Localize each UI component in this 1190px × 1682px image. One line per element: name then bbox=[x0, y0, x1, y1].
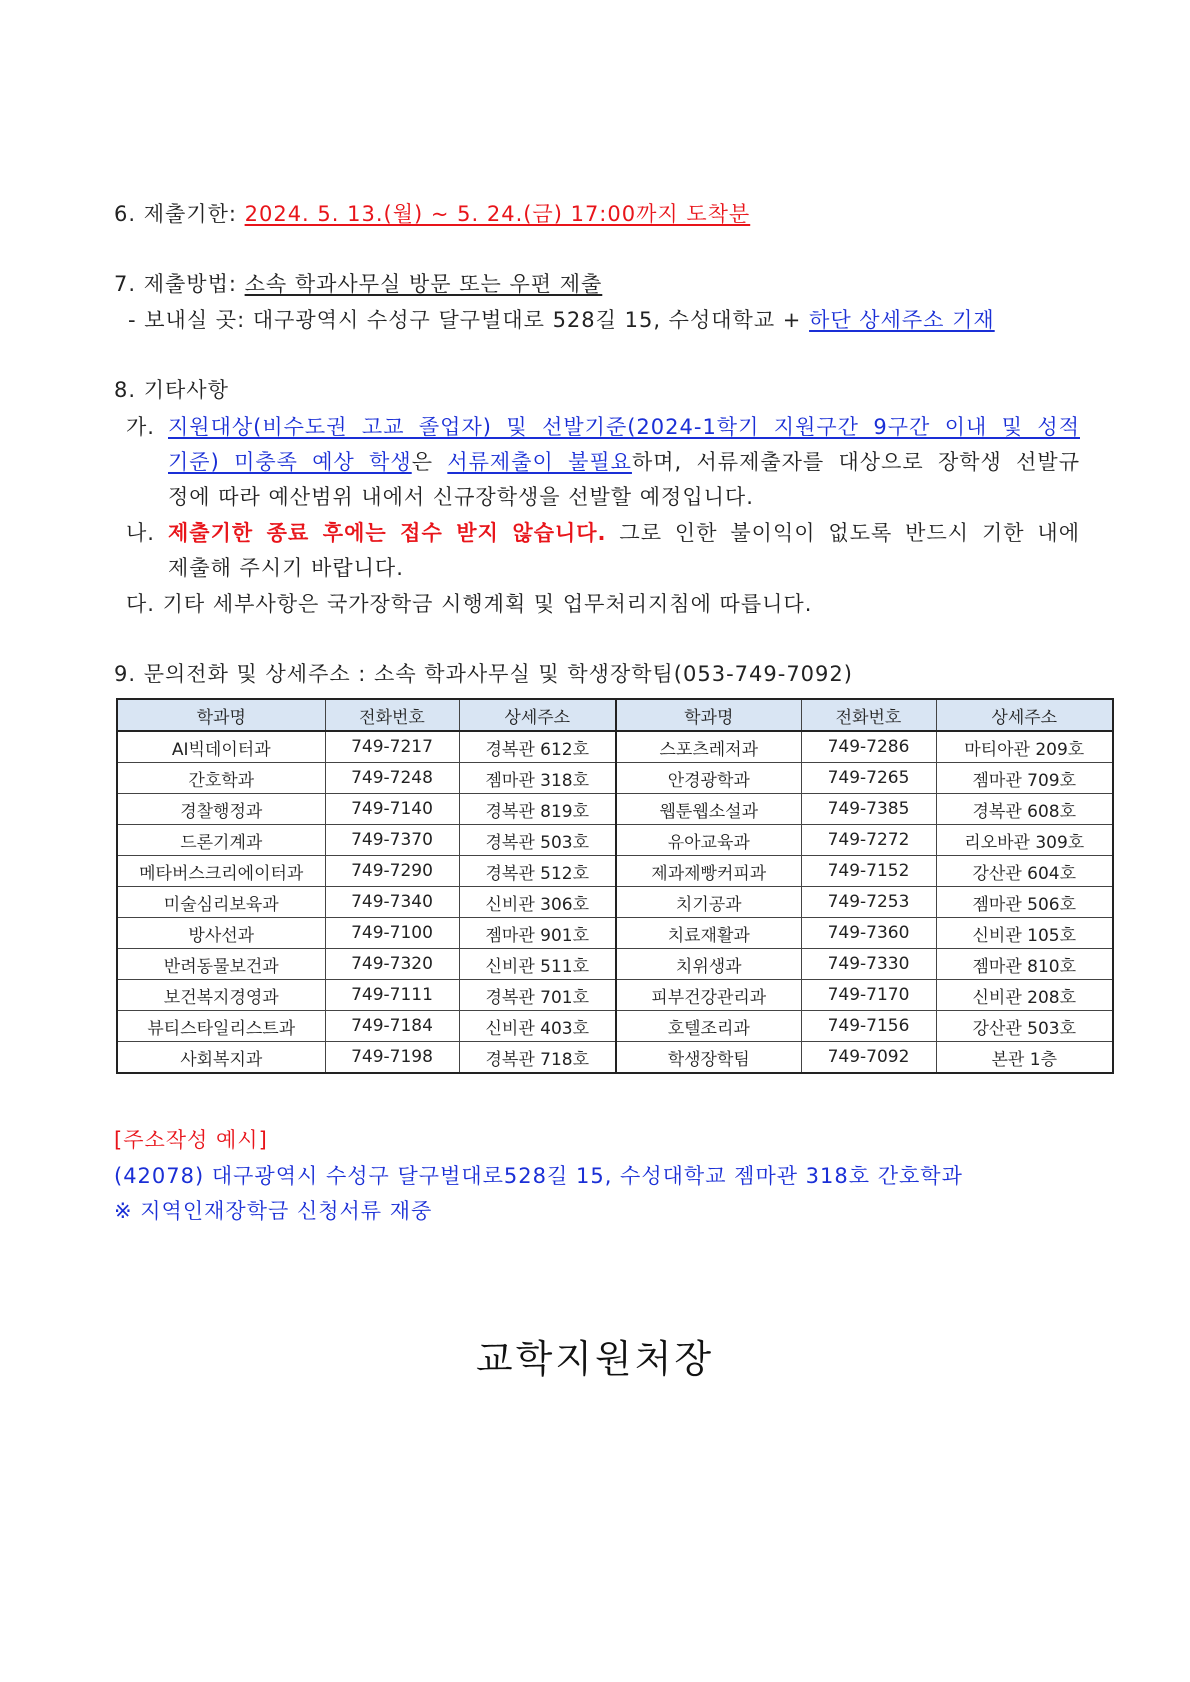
item-na-text: 그로 인한 불이익이 없도록 반드시 기한 내에 bbox=[606, 521, 1080, 545]
table-row bbox=[117, 731, 1113, 763]
dept-cell: 안경광학과 bbox=[616, 763, 801, 794]
header-phone: 전화번호 bbox=[325, 699, 459, 731]
address-cell: 신비관 105호 bbox=[936, 918, 1113, 949]
dept-cell: 학생장학팀 bbox=[616, 1042, 801, 1074]
phone-cell: 749-7198 bbox=[325, 1042, 459, 1074]
dept-cell: 방사선과 bbox=[117, 918, 325, 949]
deadline-value: 2024. 5. 13.(월) ~ 5. 24.(금) 17:00까지 도착분 bbox=[244, 202, 751, 226]
address-cell: 젬마관 318호 bbox=[459, 763, 616, 794]
phone-cell: 749-7140 bbox=[325, 794, 459, 825]
phone-cell: 749-7385 bbox=[801, 794, 936, 825]
phone-cell: 749-7340 bbox=[325, 887, 459, 918]
dept-cell: 유아교육과 bbox=[616, 825, 801, 856]
address-cell: 리오바관 309호 bbox=[936, 825, 1113, 856]
phone-cell: 749-7253 bbox=[801, 887, 936, 918]
address-cell: 경복관 512호 bbox=[459, 856, 616, 887]
item-na-marker: 나. bbox=[126, 521, 155, 545]
address-cell: 경복관 718호 bbox=[459, 1042, 616, 1074]
dept-cell: 사회복지과 bbox=[117, 1042, 325, 1074]
dept-cell: AI빅데이터과 bbox=[117, 731, 325, 763]
table-row bbox=[117, 980, 1113, 1011]
dept-cell: 메타버스크리에이터과 bbox=[117, 856, 325, 887]
item-ga-no-docs: 서류제출이 불필요 bbox=[447, 450, 632, 474]
dept-cell: 미술심리보육과 bbox=[117, 887, 325, 918]
phone-cell: 749-7370 bbox=[325, 825, 459, 856]
phone-cell: 749-7152 bbox=[801, 856, 936, 887]
phone-cell: 749-7092 bbox=[801, 1042, 936, 1074]
address-cell: 경복관 612호 bbox=[459, 731, 616, 763]
item-na-warning: 제출기한 종료 후에는 접수 받지 않습니다. bbox=[168, 521, 607, 545]
phone-cell: 749-7286 bbox=[801, 731, 936, 763]
dept-cell: 치위생과 bbox=[616, 949, 801, 980]
table-row bbox=[117, 949, 1113, 980]
dept-cell: 간호학과 bbox=[117, 763, 325, 794]
address-cell: 젬마관 901호 bbox=[459, 918, 616, 949]
deadline-label: 6. 제출기한: bbox=[114, 202, 245, 226]
address-cell: 경복관 503호 bbox=[459, 825, 616, 856]
header-address: 상세주소 bbox=[459, 699, 616, 731]
mailing-address-line bbox=[128, 304, 995, 334]
address-cell: 젬마관 506호 bbox=[936, 887, 1113, 918]
table-row bbox=[117, 763, 1113, 794]
table-row bbox=[117, 1011, 1113, 1042]
section8-title: 8. 기타사항 bbox=[114, 378, 229, 402]
signer-title: 교학지원처장 bbox=[475, 1337, 715, 1381]
header-address: 상세주소 bbox=[936, 699, 1113, 731]
phone-cell: 749-7265 bbox=[801, 763, 936, 794]
phone-cell: 749-7217 bbox=[325, 731, 459, 763]
item-ga-line2 bbox=[168, 446, 1080, 476]
phone-cell: 749-7156 bbox=[801, 1011, 936, 1042]
address-cell: 마티아관 209호 bbox=[936, 731, 1113, 763]
address-cell: 신비관 306호 bbox=[459, 887, 616, 918]
mailing-address-text: - 보내실 곳: 대구광역시 수성구 달구벌대로 528길 15, 수성대학교 + bbox=[128, 308, 810, 332]
address-cell: 강산관 604호 bbox=[936, 856, 1113, 887]
address-cell: 경복관 701호 bbox=[459, 980, 616, 1011]
table-row bbox=[117, 887, 1113, 918]
phone-cell: 749-7320 bbox=[325, 949, 459, 980]
address-cell: 본관 1층 bbox=[936, 1042, 1113, 1074]
example-title: [주소작성 예시] bbox=[114, 1128, 268, 1152]
phone-cell: 749-7184 bbox=[325, 1011, 459, 1042]
item-na-line2: 제출해 주시기 바랍니다. bbox=[168, 556, 404, 580]
dept-cell: 보건복지경영과 bbox=[117, 980, 325, 1011]
item-ga-marker: 가. bbox=[126, 415, 155, 439]
table-row bbox=[117, 856, 1113, 887]
dept-cell: 웹툰웹소설과 bbox=[616, 794, 801, 825]
address-cell: 신비관 208호 bbox=[936, 980, 1113, 1011]
dept-cell: 뷰티스타일리스트과 bbox=[117, 1011, 325, 1042]
example-address: (42078) 대구광역시 수성구 달구벌대로528길 15, 수성대학교 젬마관 318호 간호학과 bbox=[114, 1164, 963, 1188]
item-da-line: 다. 기타 세부사항은 국가장학금 시행계획 및 업무처리지침에 따릅니다. bbox=[126, 592, 813, 616]
dept-cell: 치기공과 bbox=[616, 887, 801, 918]
header-dept: 학과명 bbox=[616, 699, 801, 731]
header-phone: 전화번호 bbox=[801, 699, 936, 731]
address-cell: 젬마관 709호 bbox=[936, 763, 1113, 794]
address-cell: 경복관 819호 bbox=[459, 794, 616, 825]
dept-cell: 피부건강관리과 bbox=[616, 980, 801, 1011]
phone-cell: 749-7330 bbox=[801, 949, 936, 980]
section9-title: 9. 문의전화 및 상세주소 : 소속 학과사무실 및 학생장학팀(053-749-7092) bbox=[114, 662, 853, 686]
table-row bbox=[117, 1042, 1113, 1074]
item-ga-text2: 하며, 서류제출자를 대상으로 장학생 선발규 bbox=[631, 450, 1081, 474]
department-contact-table bbox=[116, 698, 1114, 1074]
item-ga-target-tail: 기준) 미충족 예상 학생 bbox=[168, 450, 412, 474]
table-row bbox=[117, 794, 1113, 825]
method-value: 소속 학과사무실 방문 또는 우편 제출 bbox=[244, 272, 603, 296]
dept-cell: 반려동물보건과 bbox=[117, 949, 325, 980]
dept-cell: 호텔조리과 bbox=[616, 1011, 801, 1042]
address-cell: 신비관 403호 bbox=[459, 1011, 616, 1042]
phone-cell: 749-7290 bbox=[325, 856, 459, 887]
phone-cell: 749-7111 bbox=[325, 980, 459, 1011]
dept-cell: 경찰행정과 bbox=[117, 794, 325, 825]
item-na-line1 bbox=[168, 517, 1080, 547]
method-label: 7. 제출방법: bbox=[114, 272, 245, 296]
phone-cell: 749-7170 bbox=[801, 980, 936, 1011]
item-ga-line1: 지원대상(비수도권 고교 졸업자) 및 선발기준(2024-1학기 지원구간 9구간 이내 및 성적 bbox=[168, 415, 1080, 439]
address-cell: 강산관 503호 bbox=[936, 1011, 1113, 1042]
phone-cell: 749-7360 bbox=[801, 918, 936, 949]
dept-cell: 스포츠레저과 bbox=[616, 731, 801, 763]
address-cell: 경복관 608호 bbox=[936, 794, 1113, 825]
address-cell: 젬마관 810호 bbox=[936, 949, 1113, 980]
table-header-row bbox=[117, 699, 1113, 731]
submission-method-line bbox=[114, 268, 602, 298]
address-detail-link: 하단 상세주소 기재 bbox=[809, 308, 995, 332]
item-ga-text1: 은 bbox=[411, 450, 448, 474]
dept-cell: 드론기계과 bbox=[117, 825, 325, 856]
table-row bbox=[117, 918, 1113, 949]
address-cell: 신비관 511호 bbox=[459, 949, 616, 980]
phone-cell: 749-7100 bbox=[325, 918, 459, 949]
dept-cell: 제과제빵커피과 bbox=[616, 856, 801, 887]
dept-cell: 치료재활과 bbox=[616, 918, 801, 949]
deadline-line bbox=[114, 198, 750, 228]
table-row bbox=[117, 825, 1113, 856]
header-dept: 학과명 bbox=[117, 699, 325, 731]
phone-cell: 749-7248 bbox=[325, 763, 459, 794]
phone-cell: 749-7272 bbox=[801, 825, 936, 856]
item-ga-line3: 정에 따라 예산범위 내에서 신규장학생을 선발할 예정입니다. bbox=[168, 485, 754, 509]
example-note: ※ 지역인재장학금 신청서류 재중 bbox=[114, 1199, 433, 1223]
